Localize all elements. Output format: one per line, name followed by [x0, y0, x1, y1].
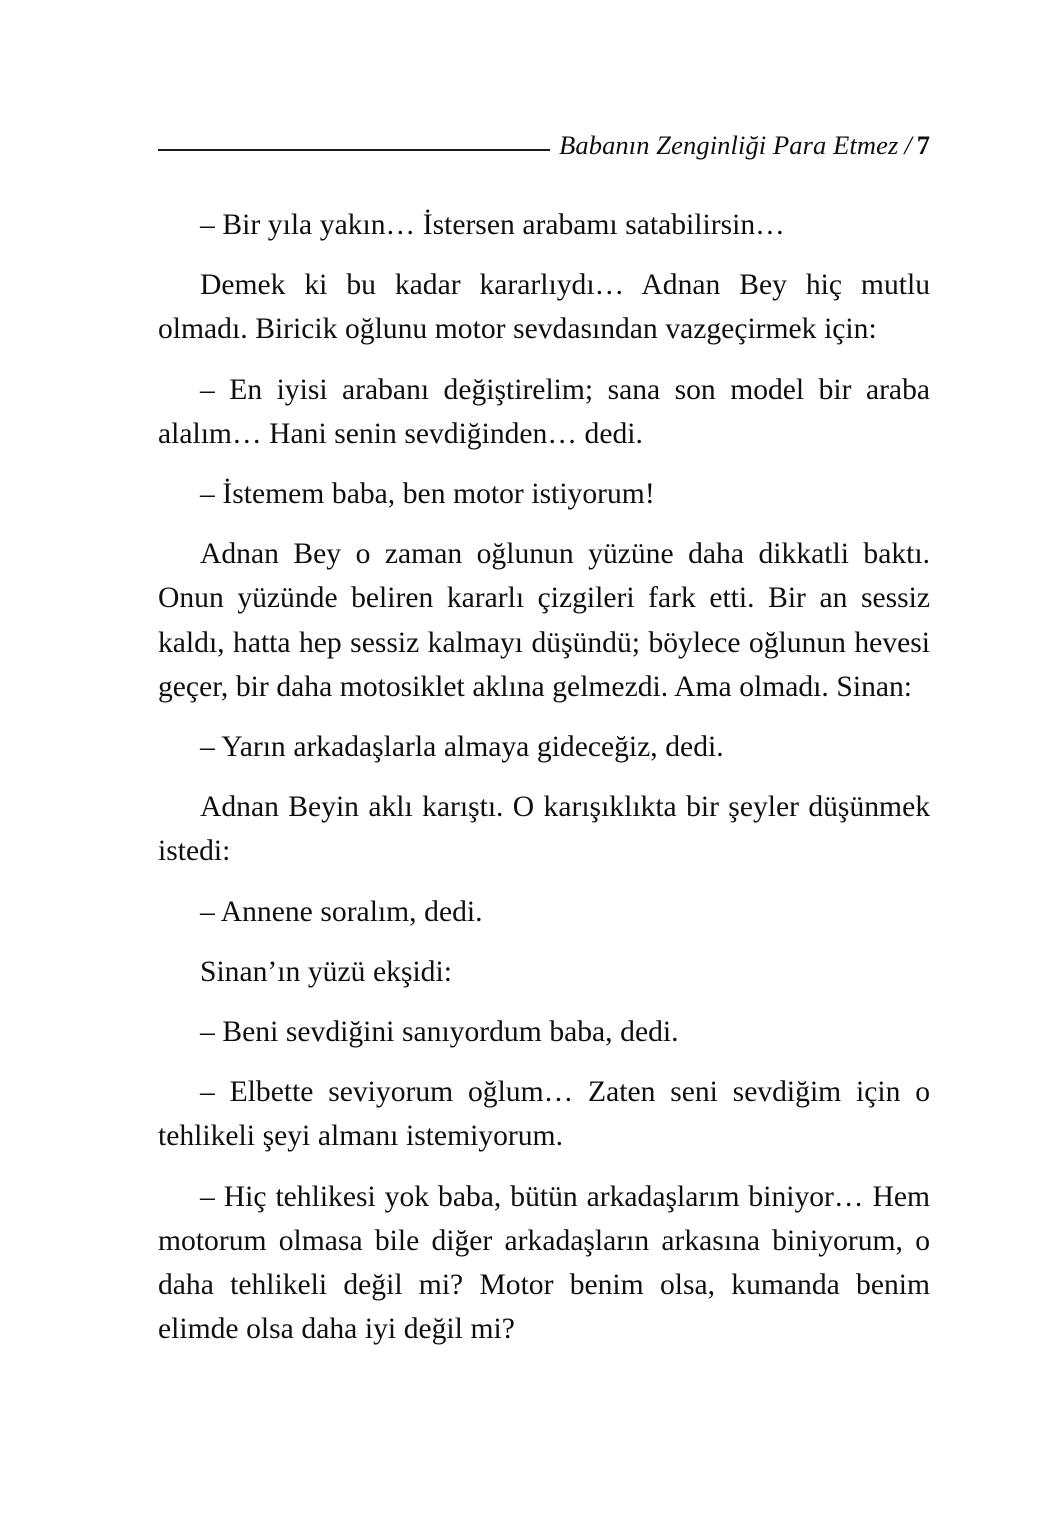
paragraph: – Hiç tehlikesi yok baba, bütün arkadaşlarım biniyor… Hem motorum olmasa bile diğer arkadaşların arkasına biniyorum, o daha tehlikeli değil mi? Motor benim olsa, kumanda benim elimde olsa daha iyi değil mi?	[158, 1180, 930, 1346]
paragraph: – İstemem baba, ben motor istiyorum!	[200, 478, 655, 511]
running-head-separator: /	[904, 129, 912, 160]
paragraph: – Elbette seviyorum oğlum… Zaten seni sevdiğim için o tehlikeli şeyi almanı istemiyorum.	[158, 1076, 930, 1153]
page-number: 7	[916, 129, 930, 160]
paragraph: Sinan’ın yüzü ekşidi:	[200, 955, 452, 988]
running-head-title: Babanın Zenginliği Para Etmez	[559, 129, 899, 160]
running-head	[158, 126, 930, 164]
paragraph: – Bir yıla yakın… İstersen arabamı satabilirsin…	[200, 209, 785, 241]
paragraph: Demek ki bu kadar kararlıydı… Adnan Bey hiç mutlu olmadı. Biricik oğlunu motor sevdasından vazgeçirmek için:	[158, 269, 930, 346]
paragraph: – Yarın arkadaşlarla almaya gideceğiz, dedi.	[200, 731, 724, 764]
body-text	[158, 203, 930, 1351]
paragraph: Adnan Beyin aklı karıştı. O karışıklıkta bir şeyler düşünmek istedi:	[158, 791, 930, 868]
paragraph: – Annene soralım, dedi.	[200, 895, 483, 928]
paragraph: – Beni sevdiğini sanıyordum baba, dedi.	[200, 1016, 679, 1049]
running-head-rule	[158, 149, 550, 151]
paragraph: – En iyisi arabanı değiştirelim; sana son model bir araba alalım… Hani senin sevdiğinden… dedi.	[158, 373, 930, 450]
paragraph: Adnan Bey o zaman oğlunun yüzüne daha dikkatli baktı. Onun yüzünde beliren kararlı çizgileri fark etti. Bir an sessiz kaldı, hatta hep sessiz kalmayı düşündü; böylece oğlunun hevesi geçer, bir daha motosiklet aklına gelmezdi. Ama olmadı. Sinan:	[158, 538, 930, 703]
